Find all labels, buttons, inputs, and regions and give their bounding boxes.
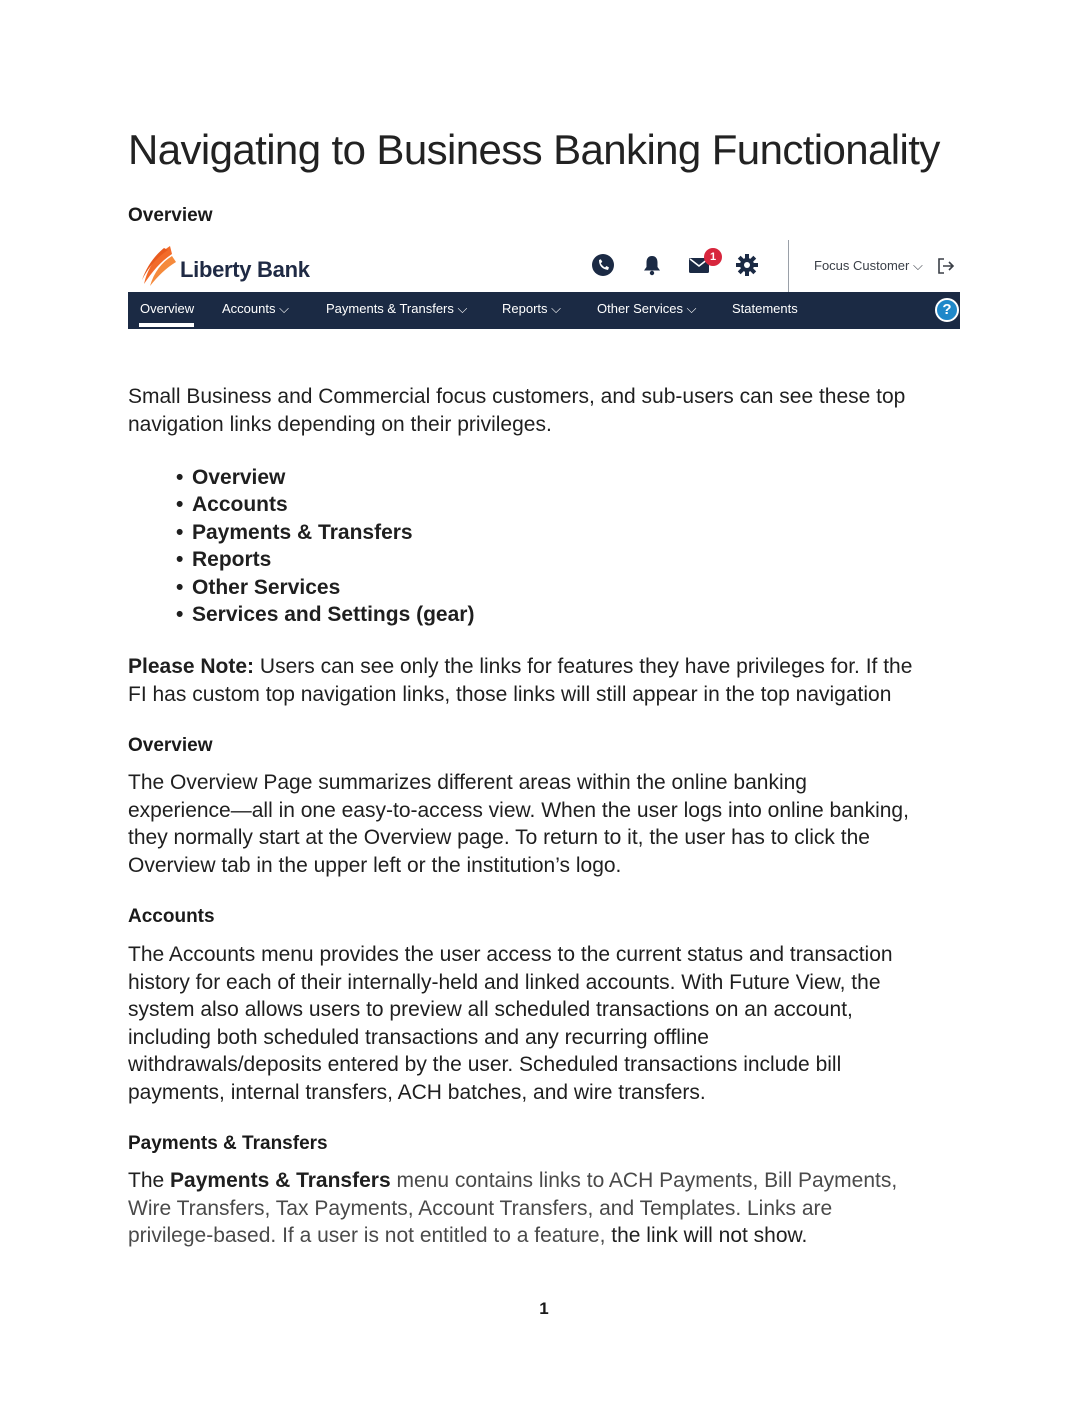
logo-text: Liberty Bank xyxy=(180,257,310,282)
chevron-down-icon: ⌵ xyxy=(279,301,289,316)
nav-active-indicator xyxy=(139,323,194,327)
user-menu[interactable] xyxy=(814,258,923,274)
mail-badge: 1 xyxy=(704,248,722,266)
nav-payments-transfers[interactable]: Payments & Transfers ⌵ xyxy=(326,301,468,316)
bank-header xyxy=(128,238,960,292)
help-icon[interactable]: ? xyxy=(935,298,959,322)
section-heading-accounts: Accounts xyxy=(128,906,215,927)
list-item: • Other Services xyxy=(192,574,474,601)
chevron-down-icon: ⌵ xyxy=(686,301,697,316)
nav-overview[interactable]: Overview xyxy=(140,301,195,316)
gear-icon[interactable] xyxy=(734,252,760,278)
note-paragraph: Please Note: Users can see only the links for features they have privileges for. If the FI has custom top navigation links, those links will still appear in the top navigation xyxy=(128,655,913,706)
list-item: • Accounts xyxy=(192,491,474,518)
overview-heading: Overview xyxy=(128,205,213,226)
bank-logo[interactable] xyxy=(140,244,330,288)
note-label: Please Note: xyxy=(128,655,255,678)
bell-icon[interactable] xyxy=(639,252,665,278)
payments-paragraph: The Payments & Transfers menu contains links to ACH Payments, Bill Payments, Wire Transfers, Tax Payments, Account Transfers, and Templates. Links are privilege-based. If a user is not entitled to a feature, the link will not show. xyxy=(128,1169,898,1247)
page-title: Navigating to Business Banking Functionality xyxy=(128,126,940,173)
overview-paragraph: The Overview Page summarizes different areas within the online banking experience—all in one easy-to-access view. When the user logs into online banking, they normally start at the Overview page. To return to it, the user has to click the Overview tab in the upper left or the institution’s logo. xyxy=(128,771,909,877)
bank-ui-screenshot xyxy=(128,238,960,329)
nav-other-services[interactable]: Other Services ⌵ xyxy=(597,301,697,316)
logo-flame-icon xyxy=(140,244,180,288)
bank-nav-bar xyxy=(128,292,960,329)
phone-icon[interactable] xyxy=(590,252,616,278)
section-heading-overview: Overview xyxy=(128,735,213,756)
list-item: • Payments & Transfers xyxy=(192,519,474,546)
nav-accounts[interactable]: Accounts ⌵ xyxy=(222,301,289,316)
chevron-down-icon: ⌵ xyxy=(551,301,562,316)
intro-paragraph: Small Business and Commercial focus customers, and sub-users can see these top navigation links depending on their privileges. xyxy=(128,385,906,436)
accounts-paragraph: The Accounts menu provides the user access to the current status and transaction history for each of their internally-held and linked accounts. With Future View, the system also allows users to preview all scheduled transactions on an account, including both scheduled transactions and any recurring offline withdrawals/deposits entered by the user. Scheduled transactions include bill payments, internal transfers, ACH batches, and wire transfers. xyxy=(128,943,893,1104)
chevron-down-icon: ⌵ xyxy=(457,301,468,316)
list-item: • Services and Settings (gear) xyxy=(192,601,474,628)
logout-icon[interactable] xyxy=(936,256,956,276)
header-divider xyxy=(788,240,789,292)
nav-statements[interactable]: Statements xyxy=(732,301,798,316)
section-heading-payments: Payments & Transfers xyxy=(128,1133,328,1154)
user-menu-label: Focus Customer xyxy=(814,258,910,273)
page-number: 1 xyxy=(539,1299,549,1318)
chevron-down-icon: ⌵ xyxy=(913,258,923,273)
nav-links-list xyxy=(192,464,474,628)
nav-reports[interactable]: Reports ⌵ xyxy=(502,301,562,316)
list-item: • Reports xyxy=(192,546,474,573)
list-item: • Overview xyxy=(192,464,474,491)
